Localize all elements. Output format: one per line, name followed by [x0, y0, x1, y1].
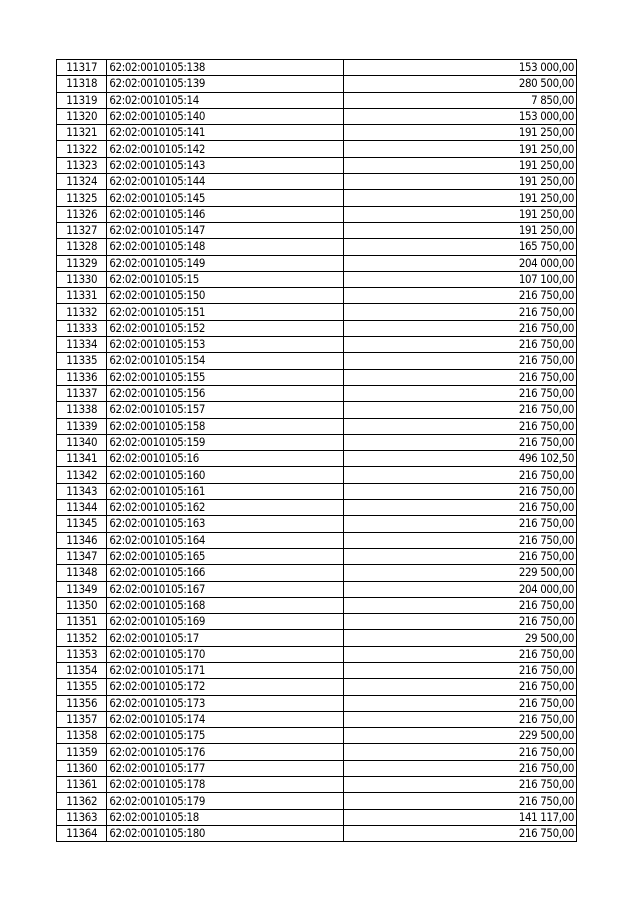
- row-number-cell: 11357: [57, 711, 107, 727]
- table-row: [57, 614, 577, 630]
- table-row: [57, 581, 577, 597]
- row-number-cell: 11318: [57, 76, 107, 92]
- table-row: [57, 385, 577, 401]
- table-row: [57, 288, 577, 304]
- row-number-cell: 11333: [57, 320, 107, 336]
- row-number-cell: 11319: [57, 92, 107, 108]
- cadastral-value-cell: 216 750,00: [344, 777, 577, 793]
- row-number-cell: 11348: [57, 565, 107, 581]
- cadastral-value-cell: 216 750,00: [344, 385, 577, 401]
- row-number-cell: 11353: [57, 646, 107, 662]
- table-body: [57, 60, 577, 842]
- cadastral-value-cell: 216 750,00: [344, 320, 577, 336]
- table-row: [57, 92, 577, 108]
- cadastral-value-cell: 107 100,00: [344, 271, 577, 287]
- table-row: [57, 190, 577, 206]
- cadastral-value-cell: 216 750,00: [344, 337, 577, 353]
- cadastral-value-cell: 216 750,00: [344, 646, 577, 662]
- row-number-cell: 11339: [57, 418, 107, 434]
- cadastral-value-cell: 216 750,00: [344, 825, 577, 841]
- table-row: [57, 76, 577, 92]
- row-number-cell: 11322: [57, 141, 107, 157]
- cadastral-value-cell: 216 750,00: [344, 353, 577, 369]
- cadastral-value-cell: 165 750,00: [344, 239, 577, 255]
- cadastral-number-cell: 62:02:0010105:15: [107, 271, 344, 287]
- cadastral-value-cell: 204 000,00: [344, 255, 577, 271]
- cadastral-value-cell: 216 750,00: [344, 744, 577, 760]
- table-row: [57, 157, 577, 173]
- cadastral-value-cell: 216 750,00: [344, 532, 577, 548]
- row-number-cell: 11351: [57, 614, 107, 630]
- table-row: [57, 369, 577, 385]
- cadastral-number-cell: 62:02:0010105:173: [107, 695, 344, 711]
- cadastral-number-cell: 62:02:0010105:162: [107, 500, 344, 516]
- cadastral-value-cell: 191 250,00: [344, 141, 577, 157]
- cadastral-number-cell: 62:02:0010105:17: [107, 630, 344, 646]
- cadastral-value-cell: 229 500,00: [344, 728, 577, 744]
- row-number-cell: 11335: [57, 353, 107, 369]
- row-number-cell: 11338: [57, 402, 107, 418]
- row-number-cell: 11329: [57, 255, 107, 271]
- cadastral-number-cell: 62:02:0010105:161: [107, 483, 344, 499]
- row-number-cell: 11327: [57, 222, 107, 238]
- table-row: [57, 711, 577, 727]
- cadastral-number-cell: 62:02:0010105:147: [107, 222, 344, 238]
- cadastral-value-cell: 216 750,00: [344, 500, 577, 516]
- cadastral-number-cell: 62:02:0010105:169: [107, 614, 344, 630]
- cadastral-value-cell: 216 750,00: [344, 760, 577, 776]
- row-number-cell: 11328: [57, 239, 107, 255]
- row-number-cell: 11320: [57, 108, 107, 124]
- table-row: [57, 418, 577, 434]
- cadastral-number-cell: 62:02:0010105:165: [107, 548, 344, 564]
- row-number-cell: 11362: [57, 793, 107, 809]
- row-number-cell: 11360: [57, 760, 107, 776]
- row-number-cell: 11358: [57, 728, 107, 744]
- row-number-cell: 11332: [57, 304, 107, 320]
- cadastral-value-cell: 216 750,00: [344, 662, 577, 678]
- row-number-cell: 11325: [57, 190, 107, 206]
- cadastral-number-cell: 62:02:0010105:158: [107, 418, 344, 434]
- table-row: [57, 239, 577, 255]
- row-number-cell: 11349: [57, 581, 107, 597]
- table-row: [57, 353, 577, 369]
- cadastral-number-cell: 62:02:0010105:164: [107, 532, 344, 548]
- table-row: [57, 483, 577, 499]
- table-row: [57, 141, 577, 157]
- table-row: [57, 809, 577, 825]
- cadastral-value-cell: 191 250,00: [344, 190, 577, 206]
- cadastral-number-cell: 62:02:0010105:156: [107, 385, 344, 401]
- row-number-cell: 11343: [57, 483, 107, 499]
- cadastral-number-cell: 62:02:0010105:150: [107, 288, 344, 304]
- row-number-cell: 11324: [57, 174, 107, 190]
- table-row: [57, 695, 577, 711]
- table-row: [57, 304, 577, 320]
- cadastral-number-cell: 62:02:0010105:151: [107, 304, 344, 320]
- cadastral-number-cell: 62:02:0010105:138: [107, 60, 344, 76]
- cadastral-number-cell: 62:02:0010105:145: [107, 190, 344, 206]
- cadastral-value-cell: 216 750,00: [344, 483, 577, 499]
- row-number-cell: 11359: [57, 744, 107, 760]
- row-number-cell: 11345: [57, 516, 107, 532]
- table-row: [57, 662, 577, 678]
- cadastral-value-cell: 7 850,00: [344, 92, 577, 108]
- cadastral-value-cell: 191 250,00: [344, 206, 577, 222]
- row-number-cell: 11356: [57, 695, 107, 711]
- cadastral-number-cell: 62:02:0010105:139: [107, 76, 344, 92]
- cadastral-number-cell: 62:02:0010105:155: [107, 369, 344, 385]
- table-row: [57, 728, 577, 744]
- row-number-cell: 11341: [57, 451, 107, 467]
- cadastral-value-cell: 216 750,00: [344, 304, 577, 320]
- row-number-cell: 11337: [57, 385, 107, 401]
- cadastral-number-cell: 62:02:0010105:141: [107, 125, 344, 141]
- cadastral-value-cell: 141 117,00: [344, 809, 577, 825]
- document-page: [56, 59, 577, 842]
- row-number-cell: 11330: [57, 271, 107, 287]
- cadastral-number-cell: 62:02:0010105:171: [107, 662, 344, 678]
- row-number-cell: 11321: [57, 125, 107, 141]
- cadastral-value-cell: 216 750,00: [344, 434, 577, 450]
- table-row: [57, 825, 577, 841]
- cadastral-value-cell: 216 750,00: [344, 516, 577, 532]
- cadastral-number-cell: 62:02:0010105:146: [107, 206, 344, 222]
- table-row: [57, 60, 577, 76]
- table-row: [57, 255, 577, 271]
- cadastral-value-cell: 216 750,00: [344, 369, 577, 385]
- table-row: [57, 451, 577, 467]
- table-row: [57, 108, 577, 124]
- table-row: [57, 206, 577, 222]
- table-row: [57, 402, 577, 418]
- row-number-cell: 11350: [57, 597, 107, 613]
- cadastral-value-cell: 216 750,00: [344, 793, 577, 809]
- cadastral-number-cell: 62:02:0010105:168: [107, 597, 344, 613]
- table-row: [57, 679, 577, 695]
- cadastral-value-cell: 216 750,00: [344, 614, 577, 630]
- cadastral-value-cell: 153 000,00: [344, 60, 577, 76]
- cadastral-number-cell: 62:02:0010105:142: [107, 141, 344, 157]
- cadastral-number-cell: 62:02:0010105:149: [107, 255, 344, 271]
- cadastral-value-cell: 216 750,00: [344, 679, 577, 695]
- table-row: [57, 532, 577, 548]
- cadastral-value-cell: 280 500,00: [344, 76, 577, 92]
- row-number-cell: 11346: [57, 532, 107, 548]
- cadastral-number-cell: 62:02:0010105:178: [107, 777, 344, 793]
- cadastral-number-cell: 62:02:0010105:174: [107, 711, 344, 727]
- row-number-cell: 11354: [57, 662, 107, 678]
- cadastral-number-cell: 62:02:0010105:160: [107, 467, 344, 483]
- row-number-cell: 11364: [57, 825, 107, 841]
- table-row: [57, 744, 577, 760]
- cadastral-value-table: [56, 59, 577, 842]
- table-row: [57, 500, 577, 516]
- row-number-cell: 11331: [57, 288, 107, 304]
- row-number-cell: 11340: [57, 434, 107, 450]
- cadastral-value-cell: 216 750,00: [344, 597, 577, 613]
- table-row: [57, 320, 577, 336]
- cadastral-number-cell: 62:02:0010105:14: [107, 92, 344, 108]
- cadastral-number-cell: 62:02:0010105:180: [107, 825, 344, 841]
- row-number-cell: 11363: [57, 809, 107, 825]
- table-row: [57, 548, 577, 564]
- table-row: [57, 760, 577, 776]
- cadastral-number-cell: 62:02:0010105:152: [107, 320, 344, 336]
- cadastral-number-cell: 62:02:0010105:157: [107, 402, 344, 418]
- table-row: [57, 434, 577, 450]
- cadastral-value-cell: 29 500,00: [344, 630, 577, 646]
- table-row: [57, 630, 577, 646]
- table-row: [57, 125, 577, 141]
- table-row: [57, 565, 577, 581]
- table-row: [57, 222, 577, 238]
- cadastral-number-cell: 62:02:0010105:148: [107, 239, 344, 255]
- cadastral-number-cell: 62:02:0010105:18: [107, 809, 344, 825]
- cadastral-number-cell: 62:02:0010105:154: [107, 353, 344, 369]
- cadastral-number-cell: 62:02:0010105:140: [107, 108, 344, 124]
- cadastral-value-cell: 216 750,00: [344, 695, 577, 711]
- row-number-cell: 11355: [57, 679, 107, 695]
- cadastral-value-cell: 216 750,00: [344, 711, 577, 727]
- cadastral-value-cell: 229 500,00: [344, 565, 577, 581]
- cadastral-number-cell: 62:02:0010105:166: [107, 565, 344, 581]
- cadastral-number-cell: 62:02:0010105:163: [107, 516, 344, 532]
- cadastral-value-cell: 216 750,00: [344, 548, 577, 564]
- table-row: [57, 271, 577, 287]
- cadastral-value-cell: 216 750,00: [344, 402, 577, 418]
- cadastral-number-cell: 62:02:0010105:177: [107, 760, 344, 776]
- table-row: [57, 597, 577, 613]
- row-number-cell: 11334: [57, 337, 107, 353]
- cadastral-number-cell: 62:02:0010105:143: [107, 157, 344, 173]
- cadastral-value-cell: 216 750,00: [344, 467, 577, 483]
- cadastral-value-cell: 191 250,00: [344, 222, 577, 238]
- cadastral-value-cell: 191 250,00: [344, 157, 577, 173]
- cadastral-number-cell: 62:02:0010105:175: [107, 728, 344, 744]
- cadastral-number-cell: 62:02:0010105:159: [107, 434, 344, 450]
- cadastral-number-cell: 62:02:0010105:170: [107, 646, 344, 662]
- row-number-cell: 11323: [57, 157, 107, 173]
- table-row: [57, 777, 577, 793]
- table-row: [57, 646, 577, 662]
- row-number-cell: 11361: [57, 777, 107, 793]
- table-row: [57, 337, 577, 353]
- table-row: [57, 516, 577, 532]
- row-number-cell: 11326: [57, 206, 107, 222]
- cadastral-value-cell: 216 750,00: [344, 418, 577, 434]
- table-row: [57, 174, 577, 190]
- row-number-cell: 11336: [57, 369, 107, 385]
- row-number-cell: 11344: [57, 500, 107, 516]
- cadastral-number-cell: 62:02:0010105:172: [107, 679, 344, 695]
- cadastral-number-cell: 62:02:0010105:153: [107, 337, 344, 353]
- cadastral-value-cell: 496 102,50: [344, 451, 577, 467]
- cadastral-number-cell: 62:02:0010105:167: [107, 581, 344, 597]
- table-row: [57, 467, 577, 483]
- cadastral-number-cell: 62:02:0010105:176: [107, 744, 344, 760]
- cadastral-number-cell: 62:02:0010105:144: [107, 174, 344, 190]
- cadastral-number-cell: 62:02:0010105:16: [107, 451, 344, 467]
- cadastral-value-cell: 204 000,00: [344, 581, 577, 597]
- table-row: [57, 793, 577, 809]
- cadastral-number-cell: 62:02:0010105:179: [107, 793, 344, 809]
- cadastral-value-cell: 153 000,00: [344, 108, 577, 124]
- row-number-cell: 11342: [57, 467, 107, 483]
- row-number-cell: 11317: [57, 60, 107, 76]
- row-number-cell: 11347: [57, 548, 107, 564]
- row-number-cell: 11352: [57, 630, 107, 646]
- cadastral-value-cell: 191 250,00: [344, 174, 577, 190]
- cadastral-value-cell: 216 750,00: [344, 288, 577, 304]
- cadastral-value-cell: 191 250,00: [344, 125, 577, 141]
